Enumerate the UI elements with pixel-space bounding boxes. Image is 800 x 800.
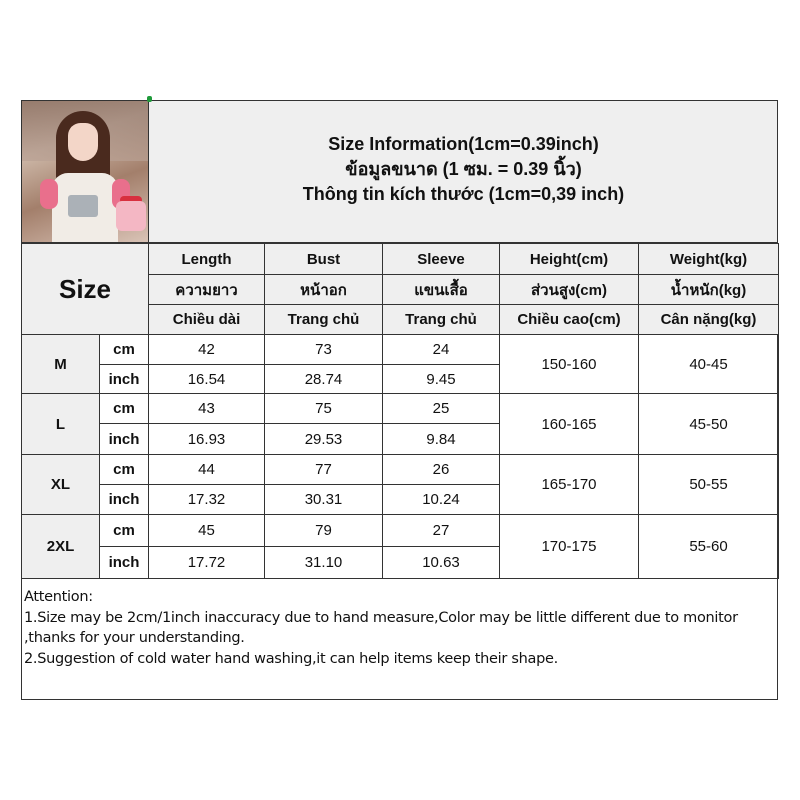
m-sleeve-inch: 9.45 — [383, 365, 500, 394]
l-bust-inch: 29.53 — [265, 424, 383, 455]
title-english: Size Information(1cm=0.39inch) — [328, 134, 599, 154]
column-header-height-vi: Chiều cao(cm) — [500, 305, 639, 335]
attention-line-2: ,thanks for your understanding. — [24, 630, 245, 646]
photo-shirt-print — [68, 195, 98, 217]
unit-cm: cm — [100, 335, 149, 365]
column-header-bust-vi: Trang chủ — [265, 305, 383, 335]
m-bust-cm: 73 — [265, 335, 383, 365]
photo-face — [68, 123, 98, 161]
column-header-weight-th: น้ำหนัก(kg) — [639, 275, 779, 305]
attention-line-1: 1.Size may be 2cm/1inch inaccuracy due to hand measure,Color may be little different due to monitor — [24, 609, 738, 626]
title-thai: ข้อมูลขนาด (1 ซม. = 0.39 นิ้ว) — [345, 159, 582, 179]
size-label-m: M — [22, 335, 100, 394]
photo-sleeve-left — [40, 179, 58, 209]
m-weight: 40-45 — [639, 335, 779, 394]
photo-cake — [116, 201, 146, 231]
l-length-inch: 16.93 — [149, 424, 265, 455]
column-header-height-th: ส่วนสูง(cm) — [500, 275, 639, 305]
l-height: 160-165 — [500, 394, 639, 455]
l-length-cm: 43 — [149, 394, 265, 424]
2xl-height: 170-175 — [500, 515, 639, 579]
l-bust-cm: 75 — [265, 394, 383, 424]
column-header-bust-th: หน้าอก — [265, 275, 383, 305]
size-label-2xl: 2XL — [22, 515, 100, 579]
title-vietnamese: Thông tin kích thước (1cm=0,39 inch) — [302, 184, 625, 204]
attention-notes — [24, 587, 774, 669]
column-header-length-th: ความยาว — [149, 275, 265, 305]
size-caption: Size — [22, 244, 149, 335]
m-bust-inch: 28.74 — [265, 365, 383, 394]
column-header-length: Length — [149, 244, 265, 275]
2xl-bust-inch: 31.10 — [265, 547, 383, 579]
size-label-xl: XL — [22, 455, 100, 515]
column-header-height: Height(cm) — [500, 244, 639, 275]
xl-length-inch: 17.32 — [149, 485, 265, 515]
m-length-cm: 42 — [149, 335, 265, 365]
size-label-l: L — [22, 394, 100, 455]
unit-cm: cm — [100, 515, 149, 547]
l-weight: 45-50 — [639, 394, 779, 455]
2xl-weight: 55-60 — [639, 515, 779, 579]
xl-weight: 50-55 — [639, 455, 779, 515]
product-photo — [22, 101, 149, 242]
unit-cm: cm — [100, 455, 149, 485]
column-header-weight-vi: Cân nặng(kg) — [639, 305, 779, 335]
size-table — [21, 243, 779, 579]
unit-inch: inch — [100, 424, 149, 455]
attention-line-3: 2.Suggestion of cold water hand washing,it can help items keep their shape. — [24, 650, 558, 667]
l-sleeve-inch: 9.84 — [383, 424, 500, 455]
unit-inch: inch — [100, 485, 149, 515]
column-header-sleeve-th: แขนเสื้อ — [383, 275, 500, 305]
column-header-sleeve: Sleeve — [383, 244, 500, 275]
xl-bust-inch: 30.31 — [265, 485, 383, 515]
column-header-weight: Weight(kg) — [639, 244, 779, 275]
unit-inch: inch — [100, 365, 149, 394]
column-header-sleeve-vi: Trang chủ — [383, 305, 500, 335]
m-length-inch: 16.54 — [149, 365, 265, 394]
xl-height: 165-170 — [500, 455, 639, 515]
unit-inch: inch — [100, 547, 149, 579]
l-sleeve-cm: 25 — [383, 394, 500, 424]
2xl-length-cm: 45 — [149, 515, 265, 547]
2xl-sleeve-cm: 27 — [383, 515, 500, 547]
2xl-bust-cm: 79 — [265, 515, 383, 547]
xl-bust-cm: 77 — [265, 455, 383, 485]
xl-sleeve-inch: 10.24 — [383, 485, 500, 515]
corner-mark — [147, 96, 152, 102]
size-information-title — [149, 132, 778, 207]
unit-cm: cm — [100, 394, 149, 424]
column-header-length-vi: Chiều dài — [149, 305, 265, 335]
m-height: 150-160 — [500, 335, 639, 394]
2xl-sleeve-inch: 10.63 — [383, 547, 500, 579]
2xl-length-inch: 17.72 — [149, 547, 265, 579]
xl-sleeve-cm: 26 — [383, 455, 500, 485]
xl-length-cm: 44 — [149, 455, 265, 485]
m-sleeve-cm: 24 — [383, 335, 500, 365]
attention-title: Attention: — [24, 589, 93, 605]
column-header-bust: Bust — [265, 244, 383, 275]
